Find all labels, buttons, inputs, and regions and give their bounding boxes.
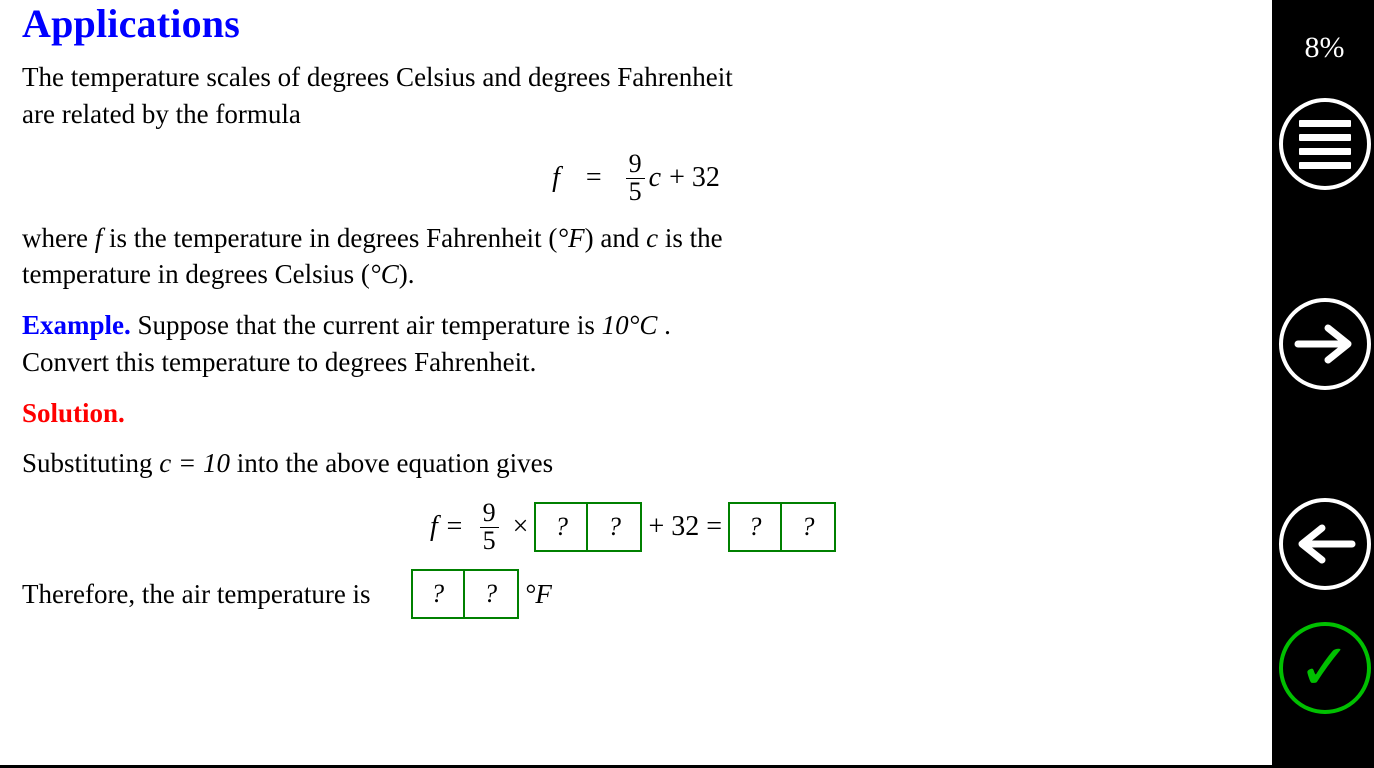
example-text-a: Suppose that the current air temperature is — [130, 310, 602, 341]
fraction-denominator: 5 — [626, 178, 645, 206]
answer-box-1[interactable]: ? — [536, 504, 588, 550]
where-text-a: where — [22, 222, 95, 253]
hamburger-menu-icon[interactable] — [1279, 98, 1371, 190]
answer-box-2[interactable]: ? — [588, 504, 640, 550]
where-line2-a: temperature in degrees Celsius ( — [22, 259, 370, 290]
answer-box-3[interactable]: ? — [730, 504, 782, 550]
substitution-text-a: Substituting — [22, 448, 160, 479]
answer-box-group-1[interactable] — [534, 502, 642, 552]
work-equation — [429, 497, 842, 556]
page-title: Applications — [22, 1, 241, 46]
substitution-value: c = 10 — [159, 448, 230, 479]
next-button[interactable] — [1277, 296, 1373, 392]
answer-box-6[interactable]: ? — [465, 571, 517, 617]
formula-variable: c — [648, 162, 662, 194]
arrow-left-icon[interactable] — [1279, 498, 1371, 590]
example-line-2: Convert this temperature to degrees Fahrenheit. — [22, 346, 537, 377]
work-times-sign: × — [512, 511, 529, 543]
where-text-b: is the temperature in degrees Fahrenheit ( — [102, 222, 558, 253]
where-var-c: c — [646, 222, 659, 253]
conclusion-unit: °F — [524, 578, 552, 609]
right-toolbar — [1272, 0, 1374, 765]
arrow-right-glyph — [1294, 320, 1356, 368]
intro-line-2: are related by the formula — [22, 98, 301, 129]
formula-lhs: f — [552, 162, 560, 194]
check-mark-icon[interactable] — [1279, 622, 1371, 714]
where-degf: °F — [557, 222, 585, 253]
menu-button[interactable] — [1277, 96, 1373, 192]
work-fraction-numerator: 9 — [482, 497, 496, 527]
formula-equation — [552, 148, 720, 207]
hamburger-lines — [1299, 120, 1351, 169]
answer-box-4[interactable]: ? — [782, 504, 834, 550]
conclusion-text: Therefore, the air temperature is — [22, 578, 371, 609]
answer-box-group-2[interactable] — [728, 502, 836, 552]
formula-display — [22, 148, 1250, 207]
arrow-right-icon[interactable] — [1279, 298, 1371, 390]
example-text-b: . — [657, 310, 671, 341]
answer-box-group-3[interactable] — [411, 569, 519, 619]
formula-fraction — [626, 148, 645, 207]
where-degc: °C — [369, 259, 399, 290]
conclusion-line — [22, 569, 1250, 619]
formula-plus-term: + 32 — [669, 162, 720, 194]
formula-equals: = — [585, 162, 602, 194]
substitution-paragraph — [22, 445, 1022, 482]
previous-button[interactable] — [1277, 496, 1373, 592]
example-value: 10°C — [601, 310, 658, 341]
work-plus-term: + 32 = — [648, 511, 723, 543]
solution-label: Solution. — [22, 397, 125, 428]
work-fraction-denominator: 5 — [480, 527, 499, 555]
progress-indicator: 8% — [1304, 31, 1345, 64]
answer-box-5[interactable]: ? — [413, 571, 465, 617]
where-paragraph — [22, 220, 1022, 293]
where-line2-b: ). — [398, 259, 415, 290]
where-var-f: f — [94, 222, 103, 253]
solution-heading — [22, 395, 1022, 432]
arrow-left-glyph — [1294, 520, 1356, 568]
where-text-c: ) and — [584, 222, 647, 253]
work-equation-display — [22, 497, 1250, 556]
check-answer-button[interactable] — [1277, 620, 1373, 716]
work-fraction — [480, 497, 499, 556]
intro-line-1: The temperature scales of degrees Celsius and degrees Fahrenheit — [22, 62, 733, 93]
intro-paragraph — [22, 59, 1022, 132]
where-text-d: is the — [658, 222, 723, 253]
check-glyph: ✓ — [1297, 631, 1352, 705]
example-paragraph — [22, 307, 1022, 380]
work-lhs: f = — [429, 511, 464, 543]
substitution-text-b: into the above equation gives — [230, 448, 554, 479]
fraction-numerator: 9 — [628, 148, 642, 178]
example-label: Example. — [22, 310, 131, 341]
